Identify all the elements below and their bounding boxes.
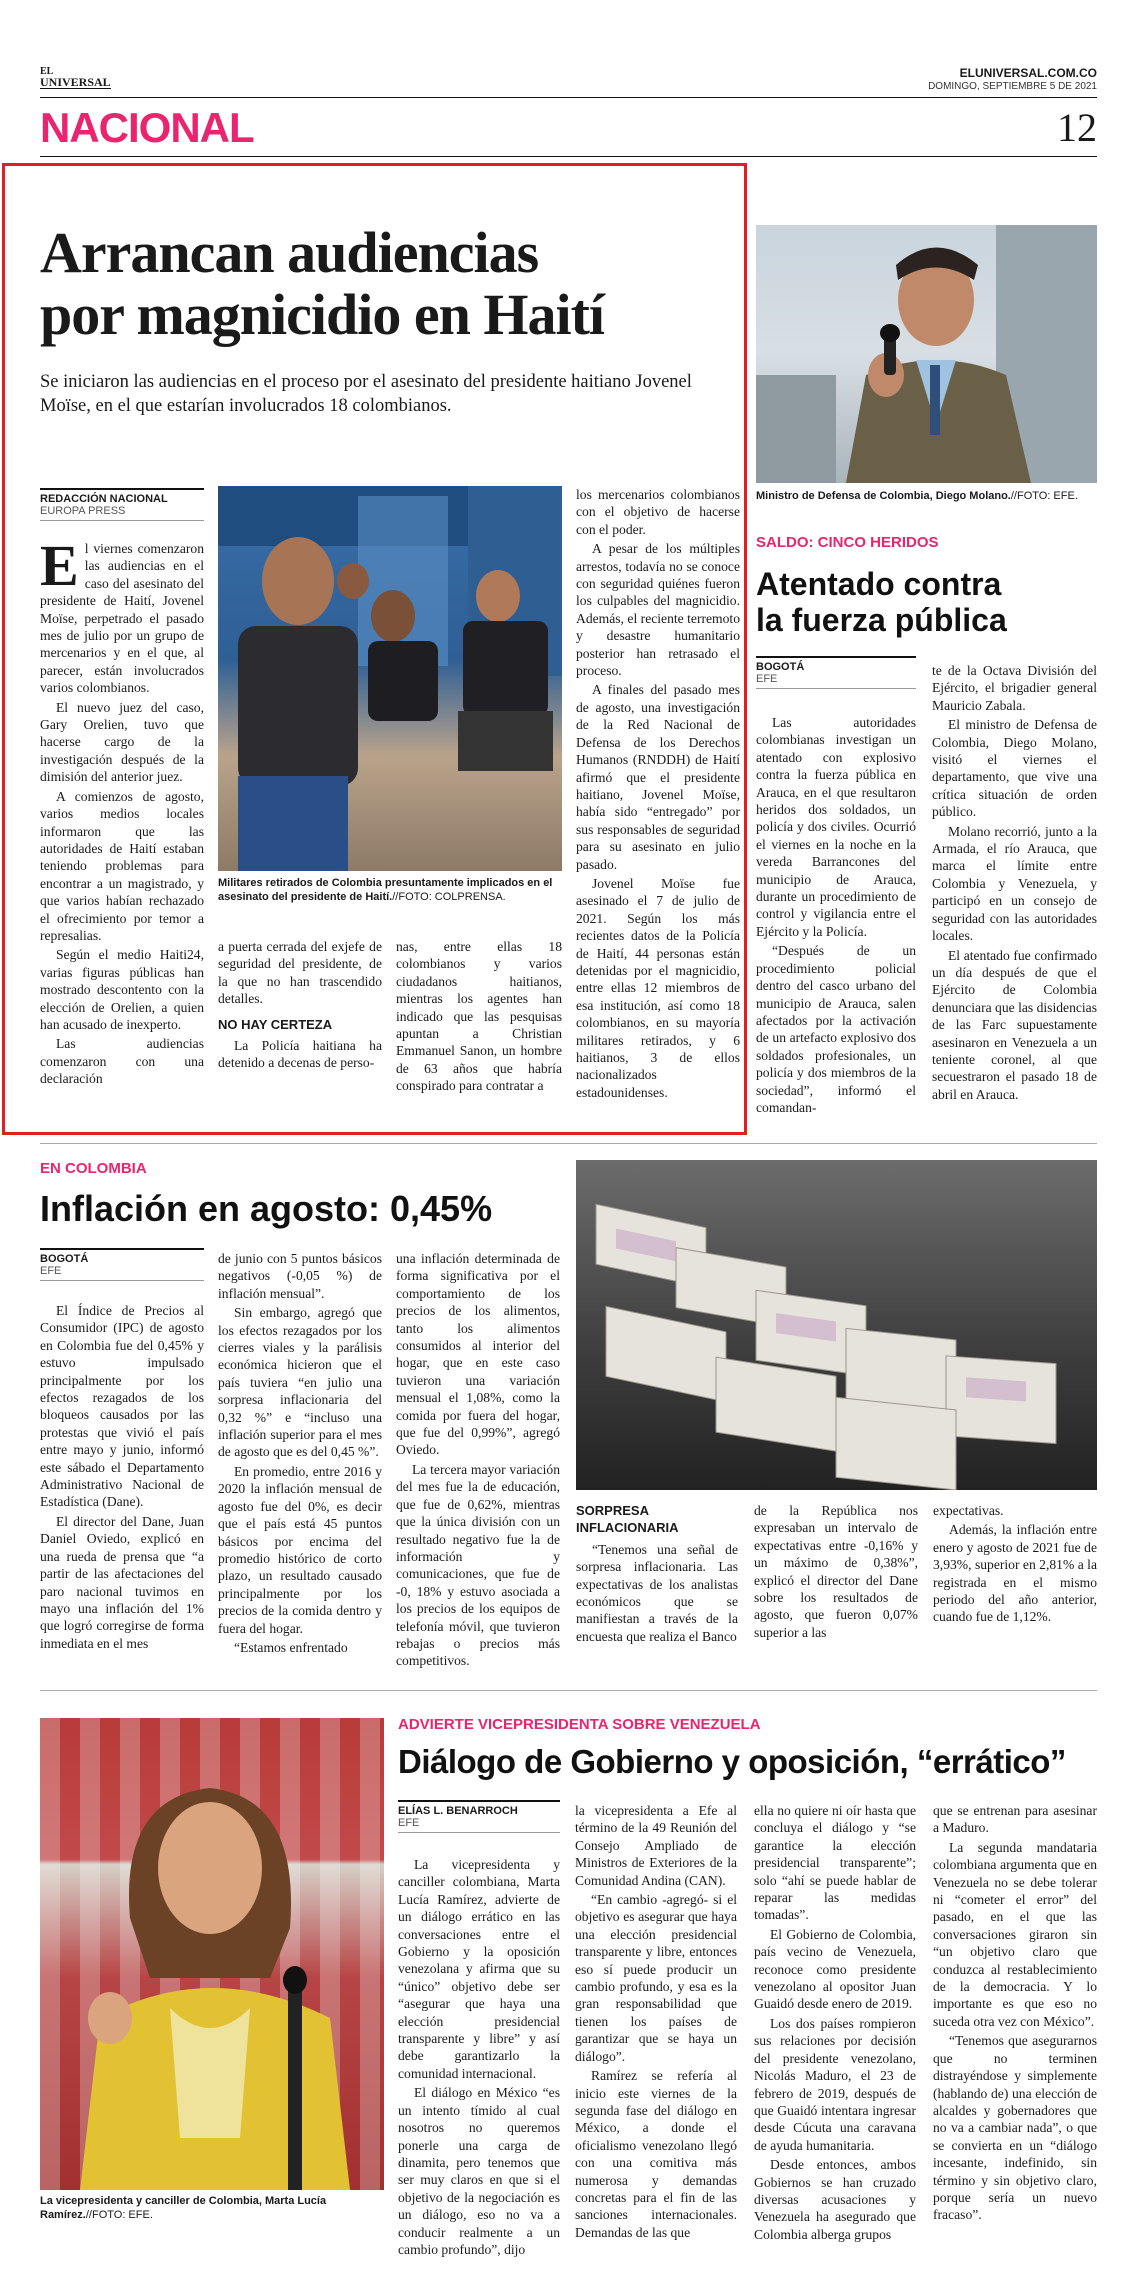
haiti-subhead: NO HAY CERTEZA: [218, 1016, 333, 1032]
atentado-col2-p4: El atentado fue confirmado un día después de que el Ejército de Colombia denunciara que las disidencias de las Farc supuestamente asesinaron en Venezuela a un teniente coronel, al que secuestraron el pasado 18 de abril en Arauca.: [932, 947, 1097, 1102]
haiti-headline-line2: por magnicidio en Haití: [40, 282, 605, 347]
haiti-col4-p3: A finales del pasado mes de agosto, una investigación de la Red Nacional de Defensa de los Derechos Humanos (RNDDH) de Haití afirmó que el presidente haitiano, Jovenel Moïse, había sido “entregado” por sus responsables de seguridad para su asesinato en julio pasado.: [576, 682, 740, 872]
inflacion-col2-p1: de junio con 5 puntos básicos negativos (-0,05 %) de inflación mensual”.: [218, 1251, 382, 1301]
billetes-photo-art: [576, 1160, 1097, 1490]
inflacion-headline: Inflación en agosto: 0,45%: [40, 1188, 493, 1229]
ramirez-photo: [40, 1718, 384, 2190]
inflacion-col4-p1: “Tenemos una señal de sorpresa inflacionaria. Las expectativas de los analistas económicos que se manifiestan a través de la encuesta que realiza el Banco: [576, 1541, 738, 1644]
atentado-col1: [756, 714, 916, 1118]
inflacion-col3: [396, 1250, 560, 1672]
issue-date: DOMINGO, SEPTIEMBRE 5 DE 2021: [928, 81, 1097, 92]
logo: [40, 66, 111, 89]
haiti-headline-line1: Arrancan audiencias: [40, 220, 539, 285]
ramirez-photo-art: [40, 1718, 384, 2190]
atentado-headline-line1: Atentado contra: [756, 566, 1002, 602]
haiti-col2-p1: a puerta cerrada del exjefe de seguridad del presidente, de la que no han trascendido detalles.: [218, 939, 382, 1007]
site-url: ELUNIVERSAL.COM.CO: [959, 66, 1097, 80]
atentado-headline: [756, 566, 1097, 638]
haiti-caption: [218, 876, 562, 904]
dialogo-col1-p1: La vicepresidenta y canciller colombiana, Marta Lucía Ramírez, advierte de un diálogo errático en las conversaciones entre el Gobierno y la oposición venezolana y afirma que su “único” objetivo debe ser “asegurar que haya una elección presidencial transparente y libre” y así debe garantizarlo la comunidad internacional.: [398, 1857, 560, 2081]
haiti-byline: [40, 488, 204, 521]
inflacion-col1-p2: El director del Dane, Juan Daniel Oviedo, explicó en una rueda de prensa que “a partir de las afectaciones del paro nacional tuvimos en mayo una inflación del 1% que logró corregirse de forma inmediata en el mes: [40, 1513, 204, 1651]
haiti-col4-p2: A pesar de los múltiples arrestos, todavía no se conoce con seguridad quiénes fueron los culpables del magnicidio. Además, el reciente terremoto y desastre humanitario posterior han retrasado el proceso.: [576, 541, 740, 679]
dialogo-col2-p2: “En cambio -agregó- si el objetivo es asegurar que haya una elección presidencial transparente y libre, entonces eso sí puede producir un cambio profundo, y esa es la gran responsabilidad que tienen los países de garantizar que se haya un diálogo”.: [575, 1892, 737, 2064]
atentado-col1-p2: “Después de un procedimiento policial dentro del casco urbano del municipio de Arauca, salen afectados por la activación de un artefacto explosivo dos soldados profesionales, un policía y dos miembros de la sociedad”, informó el comandan-: [756, 943, 916, 1115]
inflacion-col4: [576, 1502, 738, 1647]
inflacion-subhead: SORPRESA INFLACIONARIA: [576, 1503, 679, 1536]
masthead-rule: [40, 97, 1097, 98]
haiti-deck: Se iniciaron las audiencias en el proceso por el asesinato del presidente haitiano Jovenel Moïse, en el que estarían involucrados 18 colombianos.: [40, 372, 692, 416]
inflacion-col2-p3: En promedio, entre 2016 y 2020 la inflación mensual de agosto fue del 0%, es decir que el país está 45 puntos básicos por encima del promedio histórico de corto plazo, un resultado causado principalmente por los precios de la comida dentro y fuera del hogar.: [218, 1463, 382, 1636]
haiti-col1-p4: Según el medio Haiti24, varias figuras públicas han mostrado descontento con la elección de Orelien, a quien han acusado de inexperto.: [40, 947, 204, 1032]
molano-caption-text: Ministro de Defensa de Colombia, Diego Molano.: [756, 490, 1011, 502]
dialogo-author: ELÍAS L. BENARROCH: [398, 1805, 518, 1817]
dialogo-col2: [575, 1802, 737, 2243]
dialogo-col4-p2: La segunda mandataria colombiana argumenta que en Venezuela no se debe tolerar ni “cometer el error” del pasado, en el que las conversaciones giraron sin “un objetivo claro que conduzca al restablecimiento de la democracia. Y lo importante es que eso no suceda otra vez con México”.: [933, 1839, 1097, 2029]
molano-photo-art: [756, 225, 1097, 483]
haiti-col3: [396, 938, 562, 1097]
billetes-photo: [576, 1160, 1097, 1490]
dialogo-col3-p1: ella no quiere ni oír hasta que concluya el diálogo y “se garantice la elección presidencial transparente”; solo “ahí se puede hablar de reparar las medidas tomadas”.: [754, 1803, 916, 1923]
inflacion-author: BOGOTÁ: [40, 1253, 89, 1265]
dialogo-col1: [398, 1856, 560, 2260]
haiti-author: REDACCIÓN NACIONAL: [40, 493, 168, 505]
haiti-photo-art: [218, 486, 562, 871]
haiti-col1-p2: El nuevo juez del caso, Gary Orelien, tuvo que hacerse cargo de la investigación después de la dimisión del anterior juez.: [40, 699, 204, 785]
section-title: NACIONAL: [40, 104, 254, 151]
separator-1: [40, 1143, 1097, 1144]
haiti-col4: [576, 486, 740, 1103]
dialogo-headline: Diálogo de Gobierno y oposición, “errático”: [398, 1743, 1066, 1780]
inflacion-col1: [40, 1302, 204, 1654]
haiti-col1-p5: Las audiencias comenzaron con una declaración: [40, 1036, 204, 1087]
dialogo-col3-p4: Desde entonces, ambos Gobiernos se han cruzado diversas acusaciones y Venezuela ha asegurado que Colombia alberga grupos: [754, 2157, 916, 2242]
inflacion-byline: [40, 1248, 204, 1281]
dialogo-byline: [398, 1800, 560, 1833]
inflacion-col2-p2: Sin embargo, agregó que los efectos rezagados por los cierres viales y la parálisis económica hicieron que el país tuviera “en julio una sorpresa inflacionaria del 0,32 %” e “incluso una inflación superior para el mes de agosto que es del 0,45 %”.: [218, 1305, 382, 1460]
inflacion-col2-p4: “Estamos enfrentado: [234, 1639, 348, 1655]
ramirez-caption-text: La vicepresidenta y canciller de Colombia, Marta Lucía Ramírez.: [40, 2195, 327, 2221]
atentado-byline: [756, 656, 916, 689]
haiti-col4-p1: los mercenarios colombianos con el objetivo de hacerse con el poder.: [576, 487, 740, 537]
dialogo-col4-p3: “Tenemos que asegurarnos que no terminen distrayéndose y simplemente (hablando de) una elección de alcaldes y gobernadores que no va a cambiar nada”, o que se convierta en un “diálogo incesante, indefinido, sin término y sin objetivo claro, porque sería un nuevo fracaso”.: [933, 2033, 1097, 2223]
dialogo-col3: [754, 1802, 916, 2245]
atentado-agency: EFE: [756, 673, 916, 689]
haiti-caption-text: Militares retirados de Colombia presuntamente implicados en el asesinato del presidente de Haití.: [218, 877, 553, 903]
haiti-headline: [40, 222, 740, 346]
dialogo-col4-p1: que se entrenan para asesinar a Maduro.: [933, 1803, 1097, 1836]
section-rule: [40, 156, 1097, 157]
inflacion-col1-p1: El Índice de Precios al Consumidor (IPC) de agosto en Colombia fue del 0,45% y estuvo impulsado principalmente por los efectos rezagados de los bloqueos causados por las protestas que vivió el país entre mayo y junio, informó este sábado el Departamento Administrativo Nacional de Estadística (Dane).: [40, 1303, 204, 1510]
atentado-author: BOGOTÁ: [756, 661, 805, 673]
dialogo-col2-p1: la vicepresidenta a Efe al término de la 49 Reunión del Consejo Ampliado de Ministros de Exteriores de la Comunidad Andina (CAN).: [575, 1803, 737, 1888]
inflacion-col3-p1: una inflación determinada de forma significativa por el comportamiento de los precios de los alimentos, tanto los alimentos consumidos al interior del hogar, que en este caso tuvieron una variación mensual el 1,08%, como la comida por fuera del hogar, que fue del 0,99%”, agregó Oviedo.: [396, 1251, 560, 1458]
inflacion-col2: [218, 1250, 382, 1658]
atentado-headline-line2: la fuerza pública: [756, 602, 1007, 638]
haiti-agency: EUROPA PRESS: [40, 505, 204, 521]
dialogo-col3-p3: Los dos países rompieron sus relaciones por decisión del presidente venezolano, Nicolás Maduro, el 23 de febrero de 2019, después de que Guaidó intentara ingresar desde Cúcuta una caravana de ayuda humanitaria.: [754, 2015, 916, 2153]
haiti-photo: [218, 486, 562, 871]
ramirez-caption: [40, 2194, 384, 2222]
inflacion-col3-p2: La tercera mayor variación del mes fue la de educación, que fue de 0,62%, mientras que la única división con un resultado negativo fue la de información y comunicaciones, que fue de -0, 18% y estuvo asociada a los precios de los equipos de telefonía móvil, que tuvieron rebajas o precios más competitivos.: [396, 1461, 560, 1669]
dialogo-col2-p3: Ramírez se refería al inicio este viernes de la segunda fase del diálogo en México, a donde el oficialismo venezolano llegó con una comitiva más numerosa y demandas concretas para el fin de las sanciones internacionales. Demandas de las que: [575, 2068, 737, 2240]
separator-2: [40, 1690, 1097, 1691]
dialogo-kicker: ADVIERTE VICEPRESIDENTA SOBRE VENEZUELA: [398, 1716, 761, 1733]
haiti-col1: [40, 533, 204, 1090]
dialogo-col1-p2: El diálogo en México “es un intento tímido al cual nosotros no queremos ponerle una carga de dinamita, pero tenemos que ser muy claros en que si el objetivo de la negociación es un diálogo, eso no va a conducir realmente a un cambio profundo”, dijo: [398, 2085, 560, 2257]
ramirez-caption-credit: //FOTO: EFE.: [85, 2209, 153, 2221]
logo-line1: EL: [40, 66, 54, 77]
page-number: 12: [1057, 105, 1097, 150]
atentado-kicker: SALDO: CINCO HERIDOS: [756, 534, 939, 551]
atentado-col2: [932, 662, 1097, 1105]
atentado-col2-p1: te de la Octava División del Ejército, el brigadier general Mauricio Zabala.: [932, 663, 1097, 713]
molano-photo: [756, 225, 1097, 483]
atentado-col2-p2: El ministro de Defensa de Colombia, Diego Molano, visitó el viernes el departamento, que vive una crítica situación de orden público.: [932, 717, 1097, 820]
haiti-col2: [218, 938, 382, 1074]
haiti-col3-p1: nas, entre ellas 18 colombianos y varios ciudadanos haitianos, mientras los agentes han indicado que las pesquisas apuntan a Christian Emmanuel Sanon, un hombre de 63 años que habría conspirado para contratar a: [396, 939, 562, 1094]
inflacion-kicker: EN COLOMBIA: [40, 1160, 147, 1177]
dialogo-col4: [933, 1802, 1097, 2226]
inflacion-col6-p2: Además, la inflación entre enero y agosto de 2021 fue de 3,93%, superior en 2,81% a la registrada en el mismo periodo del año anterior, cuando fue de 1,12%.: [933, 1522, 1097, 1625]
haiti-col4-p4: Jovenel Moïse fue asesinado el 7 de julio de 2021. Según los más recientes datos de la Policía de Haití, 44 personas están detenidas por el magnicidio, entre ellas 12 miembros de esa institución, así como 18 colombianos, en su mayoría militares retirados, y 6 haitianos, 3 de ellos nacionalizados estadounidenses.: [576, 875, 740, 1100]
haiti-col2-p2: La Policía haitiana ha detenido a decenas de perso-: [218, 1038, 382, 1071]
haiti-col1-p3: A comienzos de agosto, varios medios locales informaron que las autoridades de Haití estaban teniendo problemas para encontrar a un magistrado, y que varios habían rechazado el ofrecimiento por temor a represalias.: [40, 788, 204, 943]
inflacion-col5: [754, 1502, 918, 1643]
dialogo-agency: EFE: [398, 1817, 560, 1833]
haiti-caption-credit: //FOTO: COLPRENSA.: [392, 891, 506, 903]
inflacion-col6: [933, 1502, 1097, 1628]
molano-caption-credit: //FOTO: EFE.: [1010, 490, 1078, 502]
atentado-col1-p1: Las autoridades colombianas investigan un atentado con explosivo contra la fuerza pública en Arauca, en el que resultaron heridos dos soldados, un policía y dos civiles. Ocurrió el viernes en la noche en la vereda Barrancones del municipio de Arauca, durante un procedimiento de control y vigilancia entre el Ejército y la Policía.: [756, 715, 916, 939]
inflacion-col5-p1: de la República nos expresaban un intervalo de expectativas entre -0,16% y un máximo de 0,38%”, explicó el director del Dane sobre los resultados de agosto, que fueron 0,07% superior a las: [754, 1503, 918, 1640]
logo-line2: UNIVERSAL: [40, 75, 111, 89]
atentado-col2-p3: Molano recorrió, junto a la Armada, el río Arauca, que marca el límite entre Colombia y Venezuela, y participó en un consejo de seguridad con las autoridades locales.: [932, 823, 1097, 944]
inflacion-agency: EFE: [40, 1265, 204, 1281]
molano-caption: [756, 489, 1097, 503]
inflacion-col6-p1: expectativas.: [933, 1503, 1004, 1518]
dialogo-col3-p2: El Gobierno de Colombia, país vecino de Venezuela, reconoce como presidente venezolano al opositor Juan Guaidó desde enero de 2019.: [754, 1926, 916, 2012]
haiti-col1-p1: El viernes comenzaron las audiencias en el caso del asesinato del presidente de Haití, Jovenel Moïse, perpetrado el pasado mes de julio por un grupo de mercenarios y en el que, al parecer, están involucrados varios colombianos.: [40, 533, 204, 696]
